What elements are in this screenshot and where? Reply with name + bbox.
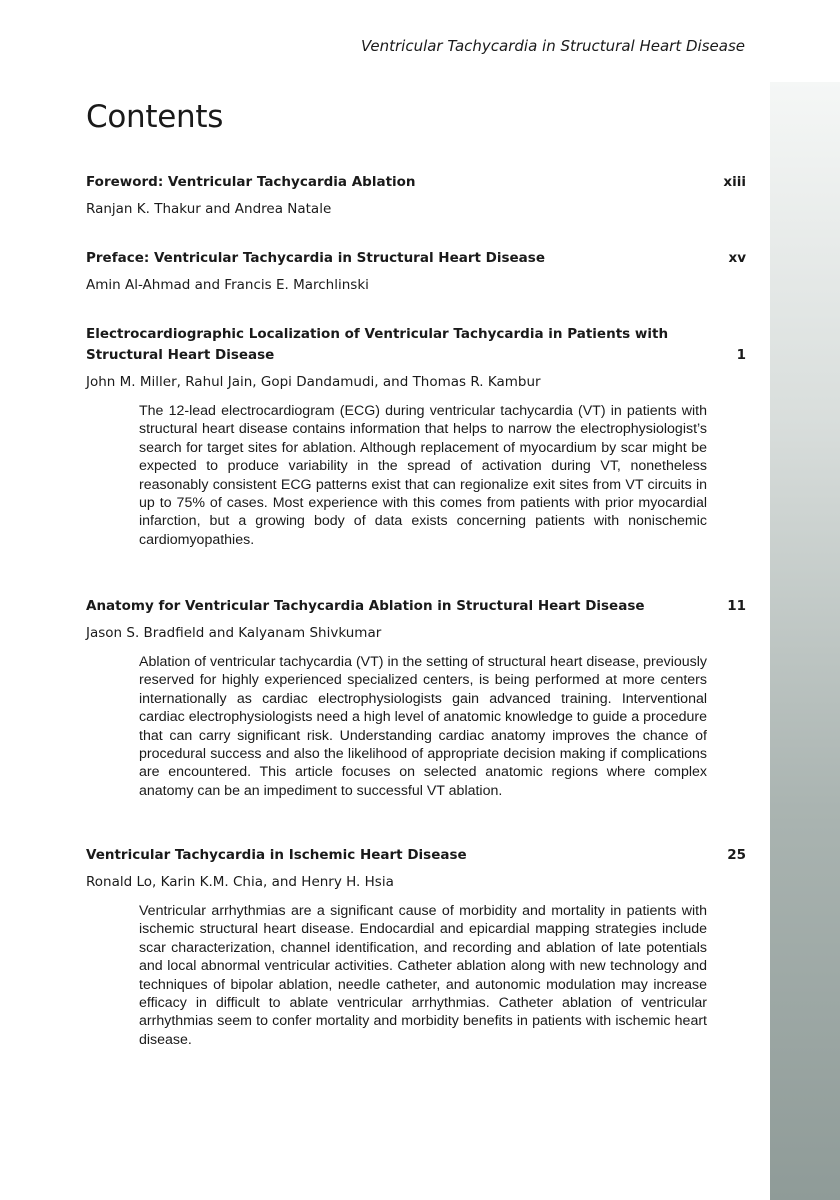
entry-page-number[interactable]: 11 — [727, 598, 746, 614]
toc-entry-preface — [86, 247, 746, 295]
entry-heading — [86, 844, 746, 865]
entry-page-number[interactable]: 25 — [727, 847, 746, 863]
toc-entry-foreword — [86, 171, 746, 219]
entry-title-link[interactable]: Ventricular Tachycardia in Ischemic Heart Disease — [86, 847, 467, 863]
running-head: Ventricular Tachycardia in Structural Heart Disease — [360, 37, 745, 55]
entry-page-number[interactable]: xiii — [723, 174, 746, 190]
entry-authors: Ronald Lo, Karin K.M. Chia, and Henry H. Hsia — [86, 874, 394, 890]
entry-abstract: Ablation of ventricular tachycardia (VT) in the setting of structural heart disease, previously reserved for highly experienced specialized centers, is being performed at more centers internationally as cardiac electrophysiologists gain advanced training. Interventional cardiac electrophysiologists need a high level of anatomic knowledge to guide a procedure that can carry significant risk. Understanding cardiac anatomy improves the chance of procedural success and also the likelihood of appropriate decision making if complications are encountered. This article focuses on selected anatomic regions where complex anatomy can be an impediment to successful VT ablation. — [139, 654, 707, 799]
entry-title-link[interactable]: Electrocardiographic Localization of Ventricular Tachycardia in Patients with Structural Heart Disease — [86, 326, 669, 363]
entry-authors: Ranjan K. Thakur and Andrea Natale — [86, 201, 332, 217]
entry-heading — [86, 171, 746, 192]
entry-page-number[interactable]: xv — [728, 250, 746, 266]
entry-heading — [86, 595, 746, 616]
entry-abstract: Ventricular arrhythmias are a significant cause of morbidity and mortality in patients with ischemic structural heart disease. Endocardial and epicardial mapping strategies include scar characterization, channel identification, and recording and ablation of late potentials and local abnormal ventricular activities. Catheter ablation along with new technology and techniques of bipolar ablation, needle catheter, and autonomic modulation may increase efficacy in difficult to ablate ventricular arrhythmias. Catheter ablation of ventricular arrhythmias seem to confer mortality and morbidity benefits in patients with ischemic heart disease. — [139, 903, 707, 1048]
entry-abstract: The 12-lead electrocardiogram (ECG) during ventricular tachycardia (VT) in patients with structural heart disease contains information that helps to narrow the electrophysiologist’s search for target sites for ablation. Although replacement of myocardium by scar might be expected to produce variability in the spread of activation during VT, nonetheless reasonably consistent ECG patterns exist that can regionalize exit sites from VT circuits in up to 75% of cases. Most experience with this comes from patients with prior myocardial infarction, but a growing body of data exists concerning patients with nonischemic cardiomyopathies. — [139, 403, 707, 548]
page-title: Contents — [86, 99, 224, 135]
entry-authors: Jason S. Bradfield and Kalyanam Shivkumar — [86, 625, 382, 641]
entry-authors: John M. Miller, Rahul Jain, Gopi Dandamudi, and Thomas R. Kambur — [86, 374, 541, 390]
side-tab-decoration — [770, 82, 840, 1200]
entry-title-link[interactable]: Anatomy for Ventricular Tachycardia Ablation in Structural Heart Disease — [86, 598, 645, 614]
entry-heading — [86, 323, 746, 365]
entry-title-link[interactable]: Preface: Ventricular Tachycardia in Structural Heart Disease — [86, 250, 545, 266]
toc-entry-anatomy — [86, 595, 746, 800]
entry-heading — [86, 247, 746, 268]
toc-entry-ecg-localization — [86, 323, 746, 549]
entry-page-number[interactable]: 1 — [736, 347, 746, 363]
entry-authors: Amin Al-Ahmad and Francis E. Marchlinski — [86, 277, 369, 293]
toc-entry-ischemic — [86, 844, 746, 1049]
entry-title-link[interactable]: Foreword: Ventricular Tachycardia Ablation — [86, 174, 416, 190]
